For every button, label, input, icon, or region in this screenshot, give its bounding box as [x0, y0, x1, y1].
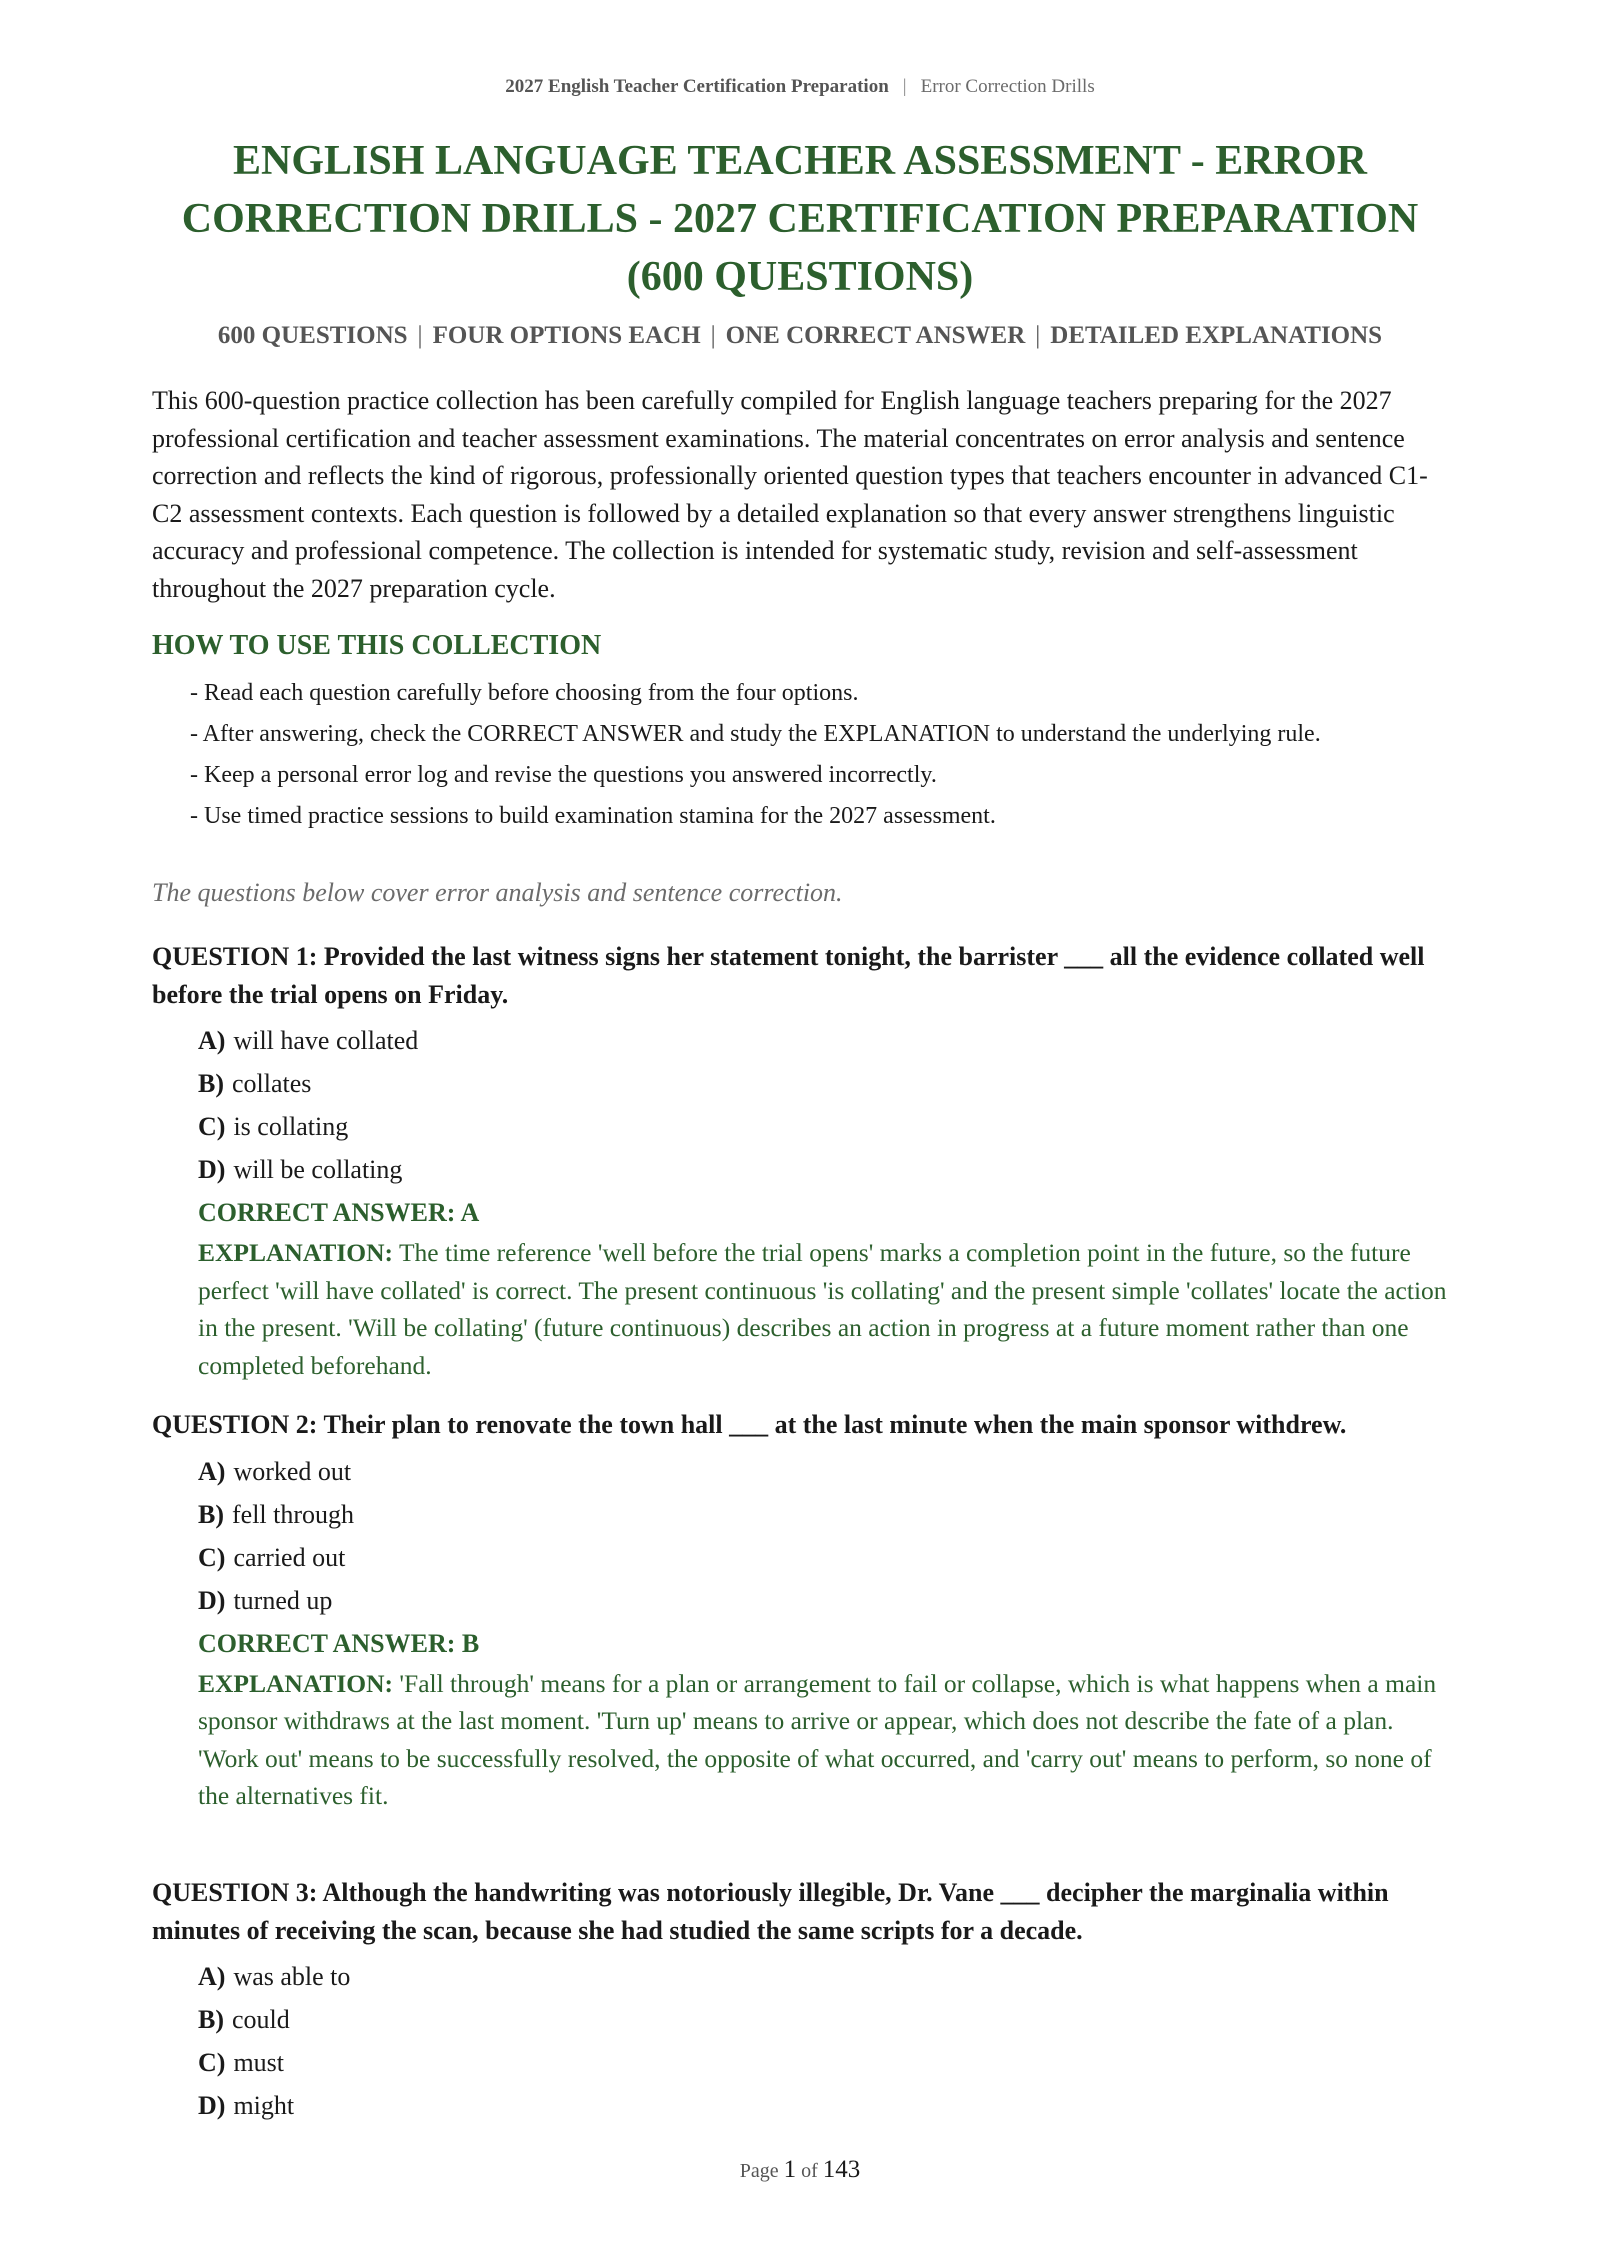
option-text: could	[232, 2005, 290, 2034]
option-b	[198, 1493, 1452, 1536]
option-b	[198, 1062, 1452, 1105]
question-block-2	[152, 1406, 1452, 1815]
option-letter: D)	[198, 1585, 226, 1615]
option-d	[198, 1579, 1452, 1622]
option-letter: D)	[198, 2091, 226, 2120]
option-text: must	[233, 2048, 285, 2077]
option-letter: C)	[198, 2048, 226, 2077]
option-text: might	[233, 2091, 295, 2120]
option-text: turned up	[233, 1585, 333, 1615]
explanation	[198, 1234, 1452, 1384]
page-word: Page	[739, 2160, 779, 2182]
header-section-title: Error Correction Drills	[920, 76, 1095, 97]
document-title: ENGLISH LANGUAGE TEACHER ASSESSMENT - ERROR CORRECTION DRILLS - 2027 CERTIFICATION PREPARATION (600 QUESTIONS)	[181, 138, 1419, 300]
how-to-heading: HOW TO USE THIS COLLECTION	[152, 630, 602, 661]
question-stem: QUESTION 2: Their plan to renovate the town hall ___ at the last minute when the main sponsor withdrew.	[152, 1410, 1347, 1439]
subtitle-bar	[152, 322, 1448, 350]
question-block-3	[152, 1874, 1452, 2127]
option-letter: A)	[198, 1456, 226, 1486]
option-d	[198, 1148, 1452, 1191]
subtitle-item: DETAILED EXPLANATIONS	[1050, 322, 1383, 349]
option-letter: B)	[198, 1069, 224, 1098]
option-c	[198, 1536, 1452, 1579]
explanation-label: EXPLANATION:	[198, 1238, 394, 1267]
option-letter: A)	[198, 1962, 226, 1991]
header-collection-title: 2027 English Teacher Certification Preparation	[505, 76, 889, 97]
option-c	[198, 1105, 1452, 1148]
of-word: of	[801, 2160, 818, 2182]
option-b	[198, 1998, 1452, 2041]
how-to-item: - Keep a personal error log and revise the questions you answered incorrectly.	[190, 762, 937, 788]
subtitle-separator: |	[417, 322, 423, 349]
option-c	[198, 2041, 1452, 2084]
intro-paragraph: This 600-question practice collection has been carefully compiled for English language teachers preparing for the 2027 professional certification and teacher assessment examinations. The material concentrates on error analysis and sentence correction and reflects the kind of rigorous, professionally oriented question types that teachers encounter in advanced C1-C2 assessment contexts. Each question is followed by a detailed explanation so that every answer strengthens linguistic accuracy and professional competence. The collection is intended for systematic study, revision and self-assessment throughout the 2027 preparation cycle.	[152, 386, 1428, 603]
subtitle-separator: |	[710, 322, 716, 349]
option-letter: A)	[198, 1026, 226, 1055]
option-letter: B)	[198, 2005, 224, 2034]
option-text: will be collating	[233, 1155, 403, 1184]
option-text: is collating	[233, 1112, 349, 1141]
option-list	[198, 1019, 1452, 1191]
option-d	[198, 2084, 1452, 2127]
page-footer	[0, 2156, 1600, 2184]
explanation	[198, 1665, 1452, 1815]
option-letter: C)	[198, 1112, 226, 1141]
subtitle-item: ONE CORRECT ANSWER	[725, 322, 1026, 349]
subtitle-item: 600 QUESTIONS	[217, 322, 408, 349]
option-text: was able to	[233, 1962, 351, 1991]
header-separator: |	[902, 76, 907, 97]
option-letter: C)	[198, 1542, 226, 1572]
option-text: carried out	[233, 1542, 346, 1572]
question-stem: QUESTION 1: Provided the last witness signs her statement tonight, the barrister ___ all the evidence collated well before the trial opens on Friday.	[152, 942, 1425, 1009]
coverage-note: The questions below cover error analysis and sentence correction.	[152, 878, 843, 907]
how-to-item: - Read each question carefully before choosing from the four options.	[190, 680, 859, 706]
option-letter: D)	[198, 1155, 226, 1184]
correct-answer: CORRECT ANSWER: B	[198, 1628, 480, 1658]
how-to-item: - After answering, check the CORRECT ANSWER and study the EXPLANATION to understand the underlying rule.	[190, 721, 1321, 747]
option-text: fell through	[232, 1499, 355, 1529]
option-text: collates	[232, 1069, 312, 1098]
page-number: 1	[783, 2156, 797, 2183]
subtitle-separator: |	[1035, 322, 1041, 349]
explanation-text: The time reference 'well before the trial opens' marks a completion point in the future, so the future perfect 'will have collated' is correct. The present continuous 'is collating' and the present simple 'collates' locate the action in the present. 'Will be collating' (future continuous) describes an action in progress at a future moment rather than one completed beforehand.	[198, 1238, 1447, 1380]
option-a	[198, 1019, 1452, 1062]
total-pages: 143	[822, 2156, 861, 2183]
explanation-text: 'Fall through' means for a plan or arrangement to fail or collapse, which is what happens when a main sponsor withdraws at the last moment. 'Turn up' means to arrive or appear, which does not describe the fate of a plan. 'Work out' means to be successfully resolved, the opposite of what occurred, and 'carry out' means to perform, so none of the alternatives fit.	[198, 1668, 1437, 1810]
correct-answer: CORRECT ANSWER: A	[198, 1198, 480, 1227]
explanation-label: EXPLANATION:	[198, 1668, 394, 1698]
question-stem: QUESTION 3: Although the handwriting was notoriously illegible, Dr. Vane ___ decipher the marginalia within minutes of receiving the scan, because she had studied the same scripts for a decade.	[152, 1878, 1389, 1945]
option-letter: B)	[198, 1499, 224, 1529]
option-a	[198, 1955, 1452, 1998]
option-list	[198, 1955, 1452, 2127]
option-text: will have collated	[233, 1026, 419, 1055]
option-text: worked out	[233, 1456, 352, 1486]
subtitle-item: FOUR OPTIONS EACH	[432, 322, 701, 349]
option-a	[198, 1450, 1452, 1493]
how-to-item: - Use timed practice sessions to build examination stamina for the 2027 assessment.	[190, 803, 996, 829]
how-to-list	[190, 676, 1430, 840]
running-header	[0, 76, 1600, 98]
option-list	[198, 1450, 1452, 1622]
question-block-1	[152, 938, 1452, 1384]
